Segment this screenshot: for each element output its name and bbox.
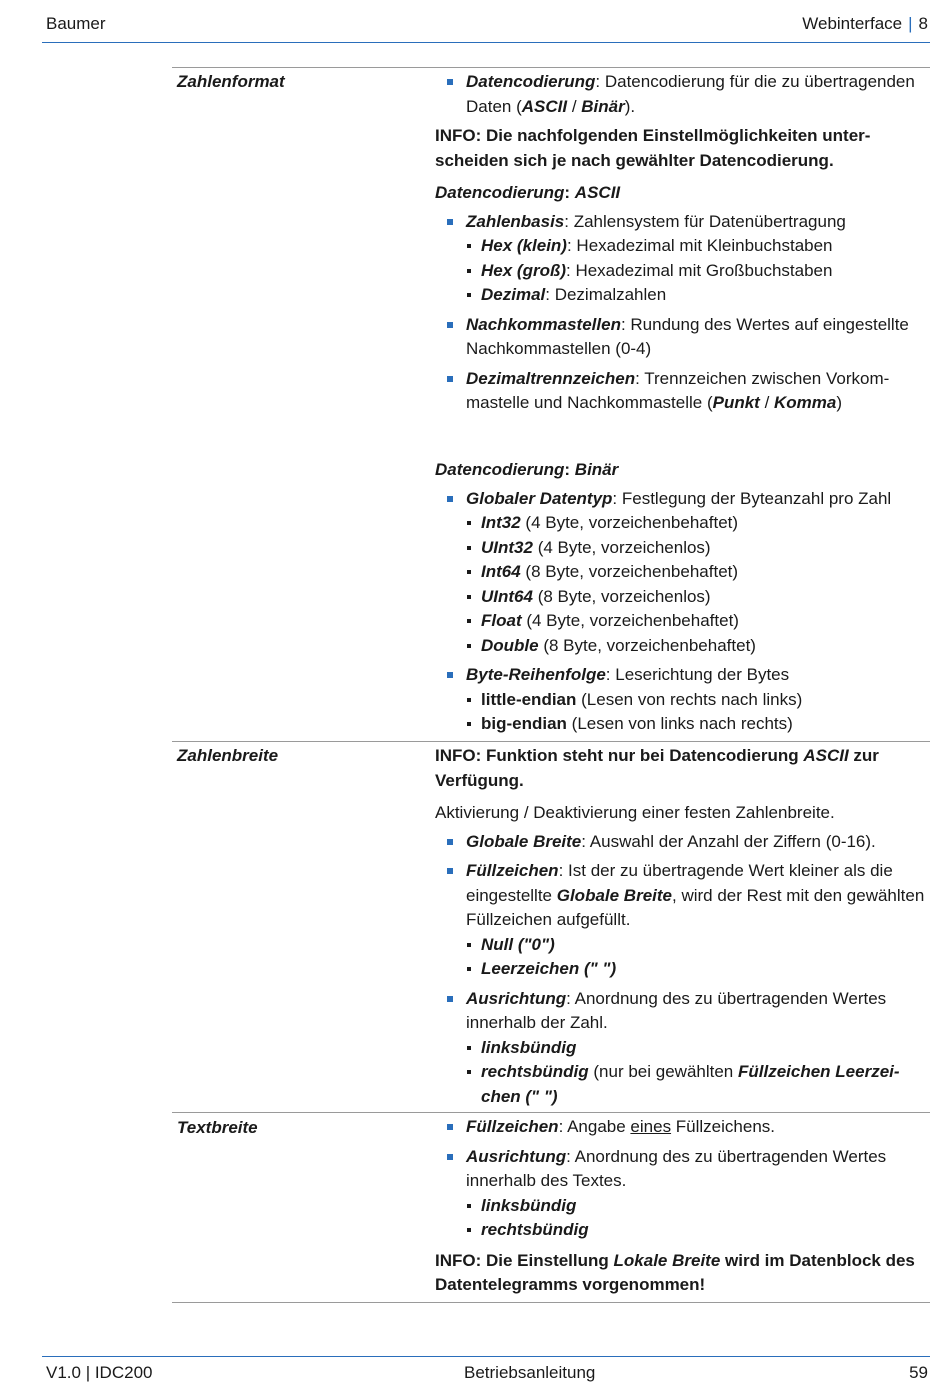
info-note: INFO: Die Einstellung Lokale Breite wird im Datenblock des Datentelegramms vorgenommen! (435, 1250, 915, 1294)
sub-list-item: linksbündig (435, 1194, 930, 1219)
info-note: INFO: Die nachfolgenden Einstellmöglichkeiten unterscheiden sich je nach gewählter Datencodierung. (435, 126, 871, 170)
list-item: Byte-Reihenfolge: Leserichtung der Bytes little-endian (Lesen von rechts nach links) big-endian (Lesen von links nach rechts) (435, 663, 930, 737)
sub-list-item: Double (8 Byte, vorzeichenbehaftet) (435, 634, 930, 659)
list-item: Ausrichtung: Anordnung des zu übertragenden Wertes innerhalb des Textes. linksbündig rechtsbündig (435, 1145, 930, 1243)
desc-textbreite (435, 1115, 930, 1306)
term-zahlenbreite: Zahlenbreite (177, 746, 279, 765)
term-textbreite: Textbreite (177, 1118, 258, 1137)
list-item: Füllzeichen: Angabe eines Füllzeichens. (435, 1115, 930, 1140)
sub-list-item: Float (4 Byte, vorzeichenbehaftet) (435, 609, 930, 634)
page-header (46, 14, 928, 38)
sub-list-item: UInt32 (4 Byte, vorzeichenlos) (435, 536, 930, 561)
sub-list-item: Dezimal: Dezimalzahlen (435, 283, 930, 308)
page-footer (46, 1363, 928, 1385)
desc-zahlenbreite (435, 744, 930, 1114)
header-brand: Baumer (46, 14, 106, 33)
list-item: Füllzeichen: Ist der zu übertragende Wert kleiner als die eingestellte Globale Breite, wird der Rest mit den gewählten Füllzeichen aufgefüllt. Null ("0") Leerzeichen (" ") (435, 859, 930, 982)
desc-zahlenformat (435, 70, 930, 421)
sub-list-item: rechtsbündig (435, 1218, 930, 1243)
list-item: Dezimaltrennzeichen: Trennzeichen zwischen Vorkommastelle und Nachkommastelle (Punkt / Komma) (435, 367, 930, 416)
subheading-binaer: Datencodierung: Binär (435, 460, 619, 479)
list-item: Globaler Datentyp: Festlegung der Byteanzahl pro Zahl Int32 (4 Byte, vorzeichenbehaftet) UInt32 (4 Byte, vorzeichenlos) Int64 (8 Byte, vorzeichenbehaftet) UInt64 (8 Byte, vorzeichenlos) Float (4 Byte, vorzeichenbehaftet) Double (8 Byte, vorzeichenbehaftet) (435, 487, 930, 659)
sub-list-item: big-endian (Lesen von links nach rechts) (435, 712, 930, 737)
footer-doc-title: Betriebsanleitung (464, 1363, 596, 1382)
term-zahlenformat: Zahlenformat (177, 72, 285, 91)
sub-list-item: rechtsbündig (nur bei gewählten Füllzeichen Leerzeichen (" ") (435, 1060, 930, 1109)
header-separator: | (908, 14, 913, 33)
desc-zahlenformat-binaer (435, 458, 930, 742)
footer-version: V1.0 | IDC200 (46, 1363, 153, 1382)
list-item: Zahlenbasis: Zahlensystem für Datenübertragung Hex (klein): Hexadezimal mit Kleinbuchstaben Hex (groß): Hexadezimal mit Großbuchstaben Dezimal: Dezimalzahlen (435, 210, 930, 308)
header-rule (42, 42, 930, 43)
list-item: Nachkommastellen: Rundung des Wertes auf eingestellte Nachkommastellen (0-4) (435, 313, 930, 362)
sub-list-item: Int32 (4 Byte, vorzeichenbehaftet) (435, 511, 930, 536)
header-section-title: Webinterface (802, 14, 903, 33)
sub-list-item: linksbündig (435, 1036, 930, 1061)
header-section (802, 14, 928, 34)
header-section-number: 8 (918, 14, 928, 33)
sub-list-item: Hex (groß): Hexadezimal mit Großbuchstaben (435, 259, 930, 284)
paragraph: Aktivierung / Deaktivierung einer festen Zahlenbreite. (435, 803, 835, 822)
sub-list-item: Int64 (8 Byte, vorzeichenbehaftet) (435, 560, 930, 585)
footer-page-number: 59 (909, 1363, 928, 1382)
subheading-ascii: Datencodierung: ASCII (435, 183, 621, 202)
table-top-rule (172, 67, 930, 68)
list-item: Ausrichtung: Anordnung des zu übertragenden Wertes innerhalb der Zahl. linksbündig rechtsbündig (nur bei gewählten Füllzeichen Leerzeichen (" ") (435, 987, 930, 1110)
sub-list-item: little-endian (Lesen von rechts nach links) (435, 688, 930, 713)
sub-list-item: Leerzeichen (" ") (435, 957, 930, 982)
list-item: Globale Breite: Auswahl der Anzahl der Ziffern (0-16). (435, 830, 930, 855)
sub-list-item: UInt64 (8 Byte, vorzeichenlos) (435, 585, 930, 610)
sub-list-item: Hex (klein): Hexadezimal mit Kleinbuchstaben (435, 234, 930, 259)
footer-rule (42, 1356, 930, 1357)
list-item: Datencodierung: Datencodierung für die zu übertragenden Daten (ASCII / Binär). (435, 70, 930, 119)
sub-list-item: Null ("0") (435, 933, 930, 958)
info-note: INFO: Funktion steht nur bei Datencodierung ASCII zur Verfügung. (435, 746, 879, 790)
